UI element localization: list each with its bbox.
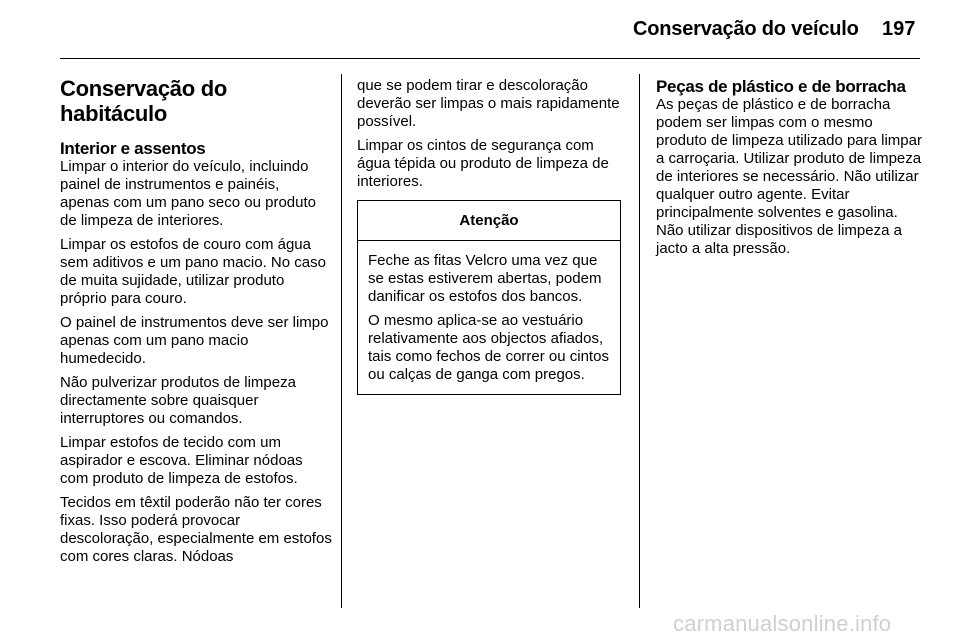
notice-body <box>358 241 620 394</box>
paragraph: que se podem tirar e descoloração deverão ser limpas o mais rapidamente possível. <box>357 77 620 130</box>
notice-paragraph: Feche as fitas Velcro uma vez que se estas estiverem abertas, podem danificar os estofos dos bancos. <box>368 252 602 305</box>
paragraph: O painel de instrumentos deve ser limpo apenas com um pano macio humedecido. <box>60 314 329 367</box>
header-rule <box>60 58 920 59</box>
paragraph: Limpar os estofos de couro com água sem aditivos e um pano macio. No caso de muita sujidade, utilizar produto próprio para couro. <box>60 236 326 307</box>
paragraph: Limpar estofos de tecido com um aspirador e escova. Eliminar nódoas com produto de limpeza de estofos. <box>60 434 303 487</box>
column-3 <box>656 77 924 264</box>
paragraph: Limpar o interior do veículo, incluindo painel de instrumentos e painéis, apenas com um pano seco ou produto de limpeza de interiores. <box>60 158 317 229</box>
paragraph: Limpar os cintos de segurança com água tépida ou produto de limpeza de interiores. <box>357 137 609 190</box>
column-divider-right <box>639 74 640 608</box>
column-2 <box>357 77 625 395</box>
notice-box <box>357 200 621 395</box>
notice-title: Atenção <box>358 201 620 241</box>
subheading-plastics: Peças de plástico e de borracha <box>656 77 906 96</box>
page-number: 197 <box>882 18 916 40</box>
paragraph: Não pulverizar produtos de limpeza directamente sobre quaisquer interruptores ou comandos. <box>60 374 296 427</box>
section-title: Conservação do habitáculo <box>60 76 227 126</box>
column-divider-left <box>341 74 342 608</box>
paragraph: As peças de plástico e de borracha podem ser limpas com o mesmo produto de limpeza utilizado para limpar a carroçaria. Utilizar produto de limpeza de interiores se necessário. Não utilizar qualquer outro agente. Evitar principalmente solventes e gasolina. Não utilizar dispositivos de limpeza a jacto a alta pressão. <box>656 96 922 257</box>
paragraph: Tecidos em têxtil poderão não ter cores fixas. Isso poderá provocar descoloração, especialmente em estofos com cores claras. Nódoas <box>60 494 332 565</box>
watermark-text: carmanualsonline.info <box>673 611 892 636</box>
subheading-interior: Interior e assentos <box>60 139 206 158</box>
column-1 <box>60 76 332 572</box>
notice-paragraph: O mesmo aplica-se ao vestuário relativamente aos objectos afiados, tais como fechos de correr ou cintos ou calças de ganga com pregos. <box>368 312 609 383</box>
header-title: Conservação do veículo <box>633 18 859 40</box>
